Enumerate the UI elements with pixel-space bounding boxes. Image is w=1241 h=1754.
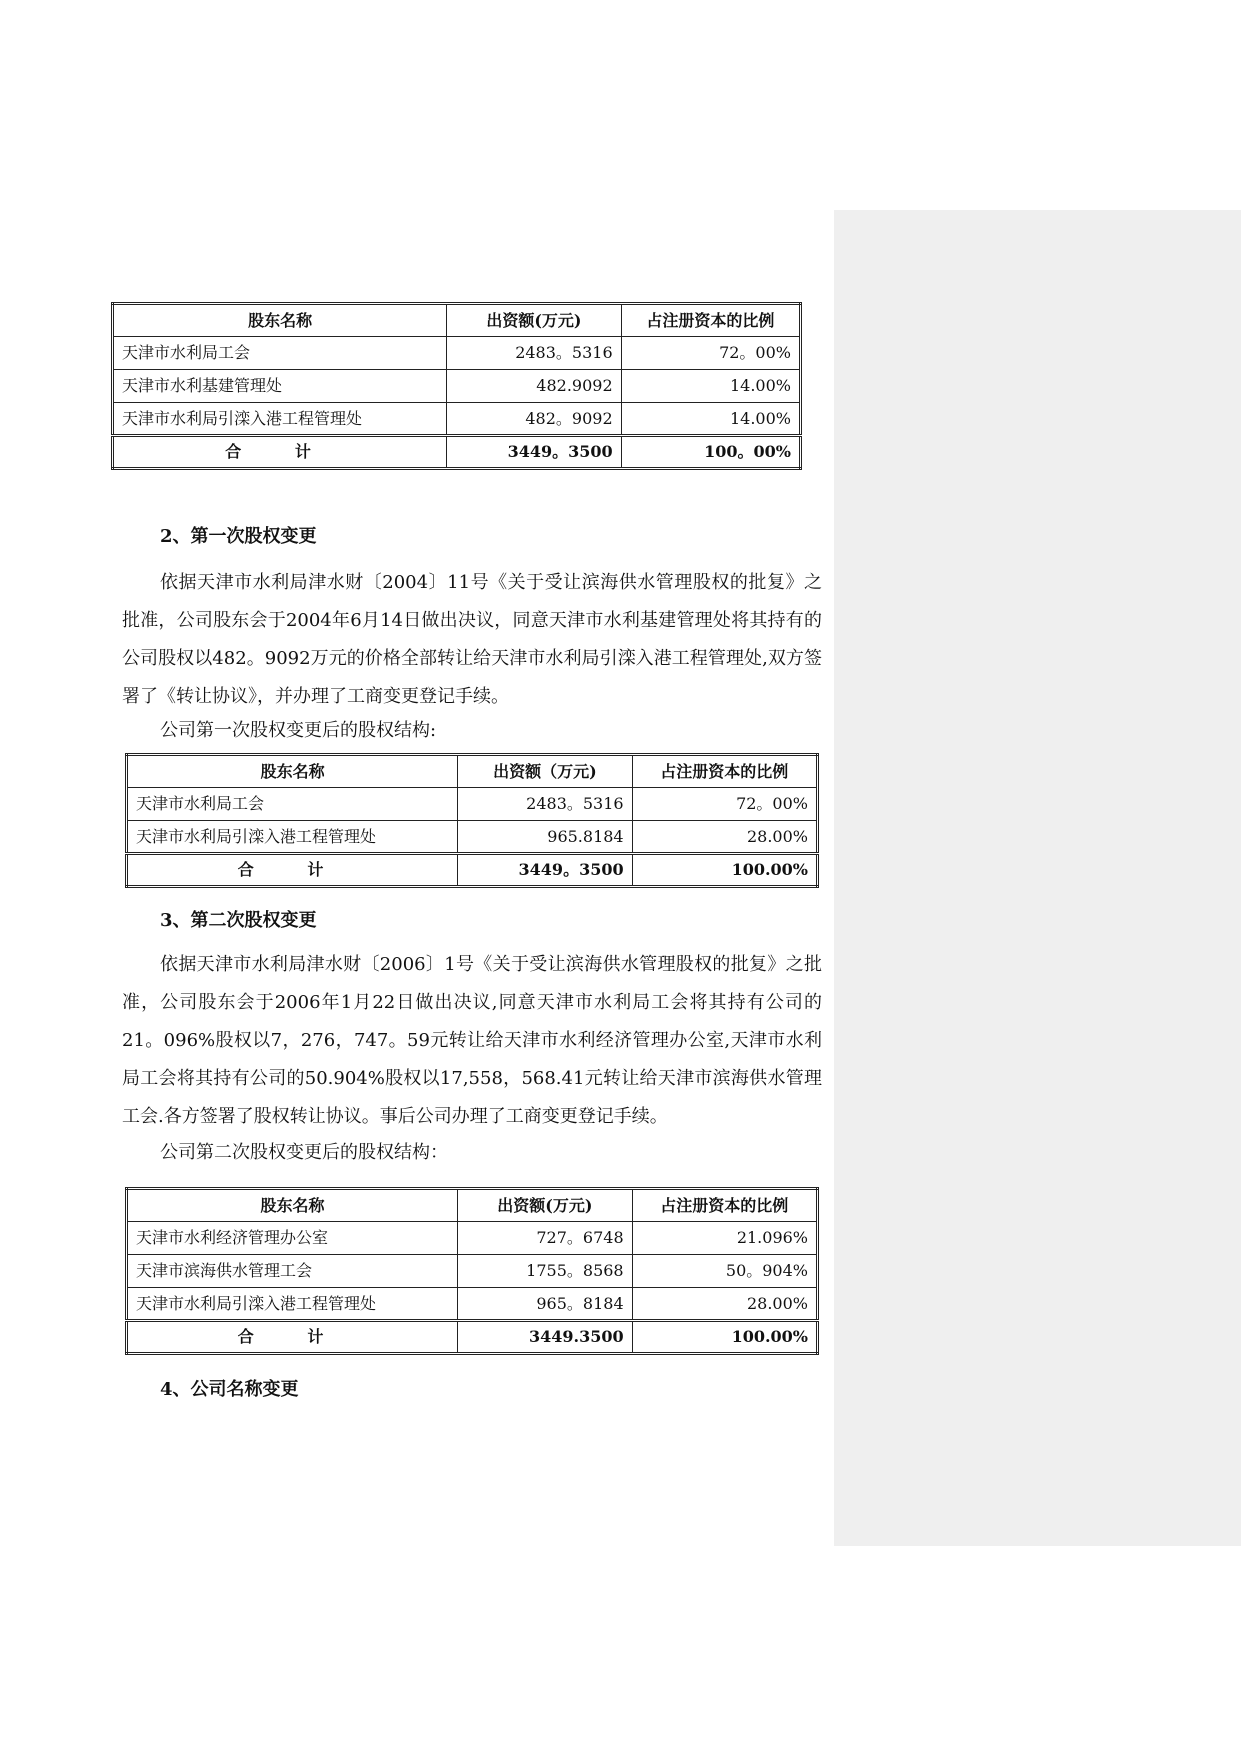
capital-amount: 1755。8568 — [458, 1255, 633, 1288]
total-label: 合 计 — [113, 436, 447, 469]
column-header: 股东名称 — [127, 1189, 458, 1222]
shareholder-name: 天津市水利经济管理办公室 — [127, 1222, 458, 1255]
capital-ratio: 28.00% — [632, 1288, 817, 1321]
table-lead-text: 公司第二次股权变更后的股权结构： — [160, 1142, 448, 1163]
capital-amount: 482.9092 — [447, 370, 621, 403]
total-ratio: 100。00% — [621, 436, 800, 469]
column-header: 出资额(万元) — [447, 304, 621, 337]
shareholder-name: 天津市水利局引滦入港工程管理处 — [127, 1288, 458, 1321]
column-header: 股东名称 — [127, 755, 458, 788]
shareholder-name: 天津市水利局引滦入港工程管理处 — [113, 403, 447, 436]
capital-ratio: 72。00% — [632, 788, 817, 821]
equity-table-first-change — [125, 753, 819, 888]
total-amount: 3449.3500 — [458, 1321, 633, 1354]
table-lead-text: 公司第一次股权变更后的股权结构: — [160, 720, 437, 741]
table-total-row — [127, 854, 818, 887]
shareholder-name: 天津市水利基建管理处 — [113, 370, 447, 403]
capital-amount: 965。8184 — [458, 1288, 633, 1321]
section-heading: 3、第二次股权变更 — [160, 910, 317, 931]
table-row — [127, 1222, 818, 1255]
capital-amount: 482。9092 — [447, 403, 621, 436]
table-row — [113, 337, 801, 370]
equity-table-initial — [111, 302, 802, 470]
total-label: 合 计 — [127, 1321, 458, 1354]
table-row — [113, 403, 801, 436]
column-header: 出资额（万元) — [458, 755, 632, 788]
equity-table-second-change — [125, 1187, 819, 1355]
column-header: 出资额(万元) — [458, 1189, 633, 1222]
total-amount: 3449。3500 — [458, 854, 632, 887]
shareholder-name: 天津市水利局工会 — [113, 337, 447, 370]
table-total-row — [113, 436, 801, 469]
column-header: 股东名称 — [113, 304, 447, 337]
total-amount: 3449。3500 — [447, 436, 621, 469]
column-header: 占注册资本的比例 — [632, 755, 817, 788]
total-ratio: 100.00% — [632, 854, 817, 887]
capital-ratio: 28.00% — [632, 821, 817, 854]
body-paragraph: 依据天津市水利局津水财〔2006〕1号《关于受让滨海供水管理股权的批复》之批准，公司股东会于2006年1月22日做出决议,同意天津市水利局工会将其持有公司的21。096%股权以7，276，747。59元转让给天津市水利经济管理办公室,天津市水利局工会将其持有公司的50.904%股权以17,558，568.41元转让给天津市滨海供水管理工会.各方签署了股权转让协议。事后公司办理了工商变更登记手续。 — [122, 954, 822, 1127]
capital-amount: 2483。5316 — [447, 337, 621, 370]
table-header-row — [113, 304, 801, 337]
capital-ratio: 72。00% — [621, 337, 800, 370]
total-label: 合 计 — [127, 854, 458, 887]
table-row — [127, 821, 818, 854]
capital-ratio: 50。904% — [632, 1255, 817, 1288]
total-ratio: 100.00% — [632, 1321, 817, 1354]
table-row — [127, 788, 818, 821]
table-row — [127, 1255, 818, 1288]
capital-amount: 2483。5316 — [458, 788, 632, 821]
capital-amount: 965.8184 — [458, 821, 632, 854]
column-header: 占注册资本的比例 — [632, 1189, 817, 1222]
body-paragraph: 依据天津市水利局津水财〔2004〕11号《关于受让滨海供水管理股权的批复》之批准，公司股东会于2004年6月14日做出决议，同意天津市水利基建管理处将其持有的公司股权以482。9092万元的价格全部转让给天津市水利局引滦入港工程管理处,双方签署了《转让协议》，并办理了工商变更登记手续。 — [122, 572, 822, 707]
capital-amount: 727。6748 — [458, 1222, 633, 1255]
table-header-row — [127, 1189, 818, 1222]
capital-ratio: 14.00% — [621, 370, 800, 403]
comment-margin-pane — [834, 210, 1241, 1546]
column-header: 占注册资本的比例 — [621, 304, 800, 337]
table-row — [127, 1288, 818, 1321]
shareholder-name: 天津市滨海供水管理工会 — [127, 1255, 458, 1288]
table-header-row — [127, 755, 818, 788]
capital-ratio: 14.00% — [621, 403, 800, 436]
table-total-row — [127, 1321, 818, 1354]
table-row — [113, 370, 801, 403]
shareholder-name: 天津市水利局工会 — [127, 788, 458, 821]
section-heading: 2、第一次股权变更 — [160, 526, 317, 547]
capital-ratio: 21.096% — [632, 1222, 817, 1255]
section-heading: 4、公司名称变更 — [160, 1379, 299, 1400]
shareholder-name: 天津市水利局引滦入港工程管理处 — [127, 821, 458, 854]
